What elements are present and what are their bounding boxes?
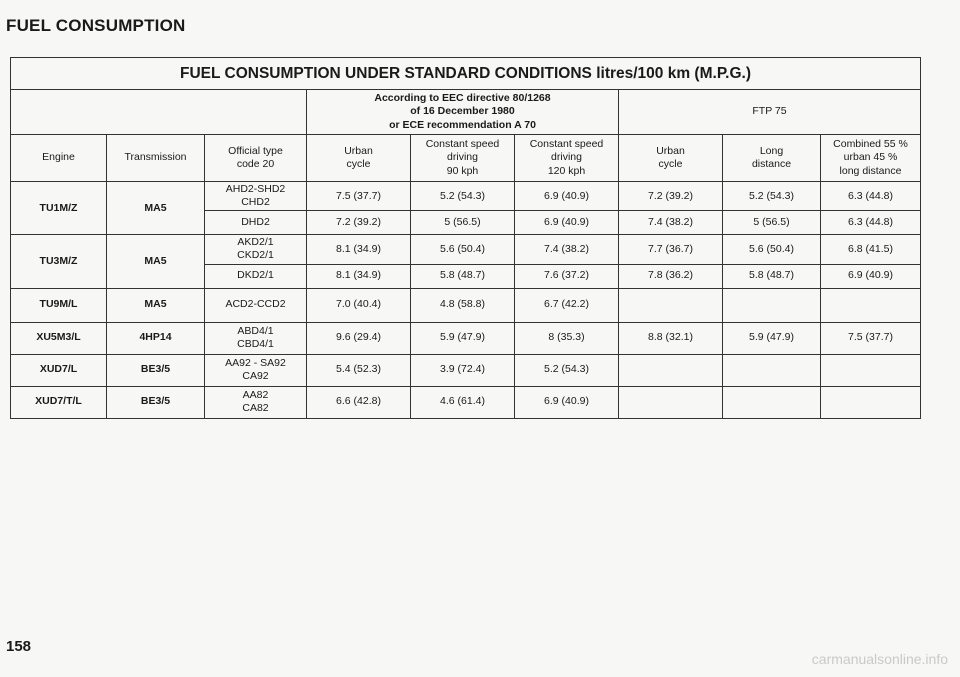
official-type-cell: [205, 211, 307, 235]
norm-eec-line: According to EEC directive 80/1268: [374, 92, 551, 105]
engine-cell: TU9M/L: [11, 288, 107, 322]
header-line: Long: [759, 144, 784, 157]
official-type-code: CKD2/1: [237, 249, 274, 262]
official-type-cell: [205, 354, 307, 386]
combined-value: 6.8 (41.5): [821, 235, 921, 264]
official-type-code: CBD4/1: [237, 338, 274, 350]
table-row: [11, 235, 921, 264]
watermark-text: carmanualsonline.info: [811, 651, 948, 667]
long-distance-value: [723, 386, 821, 418]
speed-90-value: 3.9 (72.4): [411, 354, 515, 386]
fuel-consumption-table: [10, 57, 921, 419]
ftp-urban-value: 7.4 (38.2): [619, 211, 723, 235]
ftp-urban-value: 7.7 (36.7): [619, 235, 723, 264]
table-title: FUEL CONSUMPTION UNDER STANDARD CONDITIONS litres/100 km (M.P.G.): [11, 58, 921, 90]
official-type-cell: [205, 235, 307, 264]
official-type-cell: [205, 288, 307, 322]
speed-90-value: 5.2 (54.3): [411, 182, 515, 211]
norm-eec-line: or ECE recommendation A 70: [389, 118, 536, 131]
header-line: driving: [447, 151, 478, 164]
ftp-urban-value: [619, 288, 723, 322]
engine-cell: TU3M/Z: [11, 235, 107, 288]
header-line: cycle: [658, 158, 683, 170]
speed-90-value: 4.8 (58.8): [411, 288, 515, 322]
norm-ftp-cell: FTP 75: [619, 90, 921, 135]
speed-120-value: 6.9 (40.9): [515, 182, 619, 211]
page-number: 158: [6, 638, 32, 655]
header-long-distance: [723, 135, 821, 182]
transmission-cell: MA5: [107, 182, 205, 235]
speed-120-value: 6.7 (42.2): [515, 288, 619, 322]
header-line: urban 45 %: [843, 151, 898, 164]
official-type-cell: [205, 182, 307, 211]
urban-cycle-value: 5.4 (52.3): [307, 354, 411, 386]
transmission-cell: 4HP14: [107, 322, 205, 354]
official-type-cell: [205, 322, 307, 354]
combined-value: [821, 288, 921, 322]
speed-120-value: 7.4 (38.2): [515, 235, 619, 264]
official-type-code: AHD2-SHD2: [225, 183, 286, 195]
official-type-code: CA82: [242, 402, 269, 414]
urban-cycle-value: 7.0 (40.4): [307, 288, 411, 322]
header-line: Combined 55 %: [833, 138, 908, 151]
header-line: long distance: [839, 164, 902, 177]
table-row: [11, 182, 921, 211]
official-type-code: AA82: [242, 388, 269, 401]
transmission-cell: BE3/5: [107, 386, 205, 418]
engine-cell: XU5M3/L: [11, 322, 107, 354]
speed-90-value: 5.8 (48.7): [411, 264, 515, 288]
long-distance-value: 5.9 (47.9): [723, 322, 821, 354]
speed-90-value: 5.6 (50.4): [411, 235, 515, 264]
speed-120-value: 8 (35.3): [515, 322, 619, 354]
urban-cycle-value: 8.1 (34.9): [307, 235, 411, 264]
urban-cycle-value: 9.6 (29.4): [307, 322, 411, 354]
official-type-code: DKD2/1: [237, 269, 274, 282]
header-transmission: [107, 135, 205, 182]
long-distance-value: 5.6 (50.4): [723, 235, 821, 264]
official-type-code: ABD4/1: [237, 324, 274, 337]
speed-120-value: 6.9 (40.9): [515, 211, 619, 235]
engine-cell: XUD7/L: [11, 354, 107, 386]
urban-cycle-value: 7.2 (39.2): [307, 211, 411, 235]
urban-cycle-value: 7.5 (37.7): [307, 182, 411, 211]
header-line: cycle: [346, 158, 371, 170]
official-type-code: CHD2: [241, 196, 270, 209]
page-title: FUEL CONSUMPTION: [6, 16, 186, 35]
ftp-urban-value: 7.2 (39.2): [619, 182, 723, 211]
combined-value: [821, 386, 921, 418]
header-line: distance: [751, 158, 792, 170]
official-type-code: ACD2-CCD2: [225, 298, 286, 311]
engine-cell: TU1M/Z: [11, 182, 107, 235]
long-distance-value: 5.2 (54.3): [723, 182, 821, 211]
header-line: 120 kph: [547, 164, 586, 177]
speed-90-value: 5 (56.5): [411, 211, 515, 235]
header-line: code 20: [236, 158, 275, 170]
header-line: Official type: [228, 144, 283, 157]
norm-eec-line: of 16 December 1980: [410, 105, 515, 118]
header-ftp-urban: [619, 135, 723, 182]
combined-value: [821, 354, 921, 386]
norm-eec-cell: [307, 90, 619, 135]
header-official-type: [205, 135, 307, 182]
header-line: 90 kph: [446, 164, 479, 177]
header-speed-90: [411, 135, 515, 182]
table-row: [11, 386, 921, 418]
header-line: Urban: [344, 144, 373, 157]
combined-value: 6.3 (44.8): [821, 182, 921, 211]
norm-blank-cell: [11, 90, 307, 135]
header-line: Constant speed: [425, 138, 500, 151]
speed-90-value: 4.6 (61.4): [411, 386, 515, 418]
official-type-code: CA92: [242, 370, 269, 382]
table-row: [11, 288, 921, 322]
header-speed-120: [515, 135, 619, 182]
long-distance-value: 5 (56.5): [723, 211, 821, 235]
speed-90-value: 5.9 (47.9): [411, 322, 515, 354]
long-distance-value: [723, 354, 821, 386]
official-type-cell: [205, 386, 307, 418]
ftp-urban-value: [619, 354, 723, 386]
header-urban-cycle: [307, 135, 411, 182]
header-combined: [821, 135, 921, 182]
official-type-code: AKD2/1: [237, 236, 274, 249]
header-engine-label: Engine: [42, 151, 75, 164]
transmission-cell: MA5: [107, 235, 205, 288]
long-distance-value: [723, 288, 821, 322]
urban-cycle-value: 6.6 (42.8): [307, 386, 411, 418]
official-type-code: DHD2: [241, 216, 270, 229]
official-type-cell: [205, 264, 307, 288]
header-line: driving: [551, 151, 582, 164]
transmission-cell: BE3/5: [107, 354, 205, 386]
combined-value: 6.9 (40.9): [821, 264, 921, 288]
long-distance-value: 5.8 (48.7): [723, 264, 821, 288]
table-row: [11, 322, 921, 354]
official-type-code: AA92 - SA92: [225, 356, 286, 369]
header-line: Constant speed: [529, 138, 604, 151]
fuel-consumption-table-wrapper: [10, 57, 920, 419]
speed-120-value: 5.2 (54.3): [515, 354, 619, 386]
header-engine: [11, 135, 107, 182]
transmission-cell: MA5: [107, 288, 205, 322]
ftp-urban-value: 7.8 (36.2): [619, 264, 723, 288]
urban-cycle-value: 8.1 (34.9): [307, 264, 411, 288]
header-transmission-label: Transmission: [124, 151, 187, 164]
ftp-urban-value: 8.8 (32.1): [619, 322, 723, 354]
combined-value: 7.5 (37.7): [821, 322, 921, 354]
ftp-urban-value: [619, 386, 723, 418]
table-row: [11, 354, 921, 386]
header-line: Urban: [656, 144, 685, 157]
engine-cell: XUD7/T/L: [11, 386, 107, 418]
speed-120-value: 7.6 (37.2): [515, 264, 619, 288]
combined-value: 6.3 (44.8): [821, 211, 921, 235]
speed-120-value: 6.9 (40.9): [515, 386, 619, 418]
